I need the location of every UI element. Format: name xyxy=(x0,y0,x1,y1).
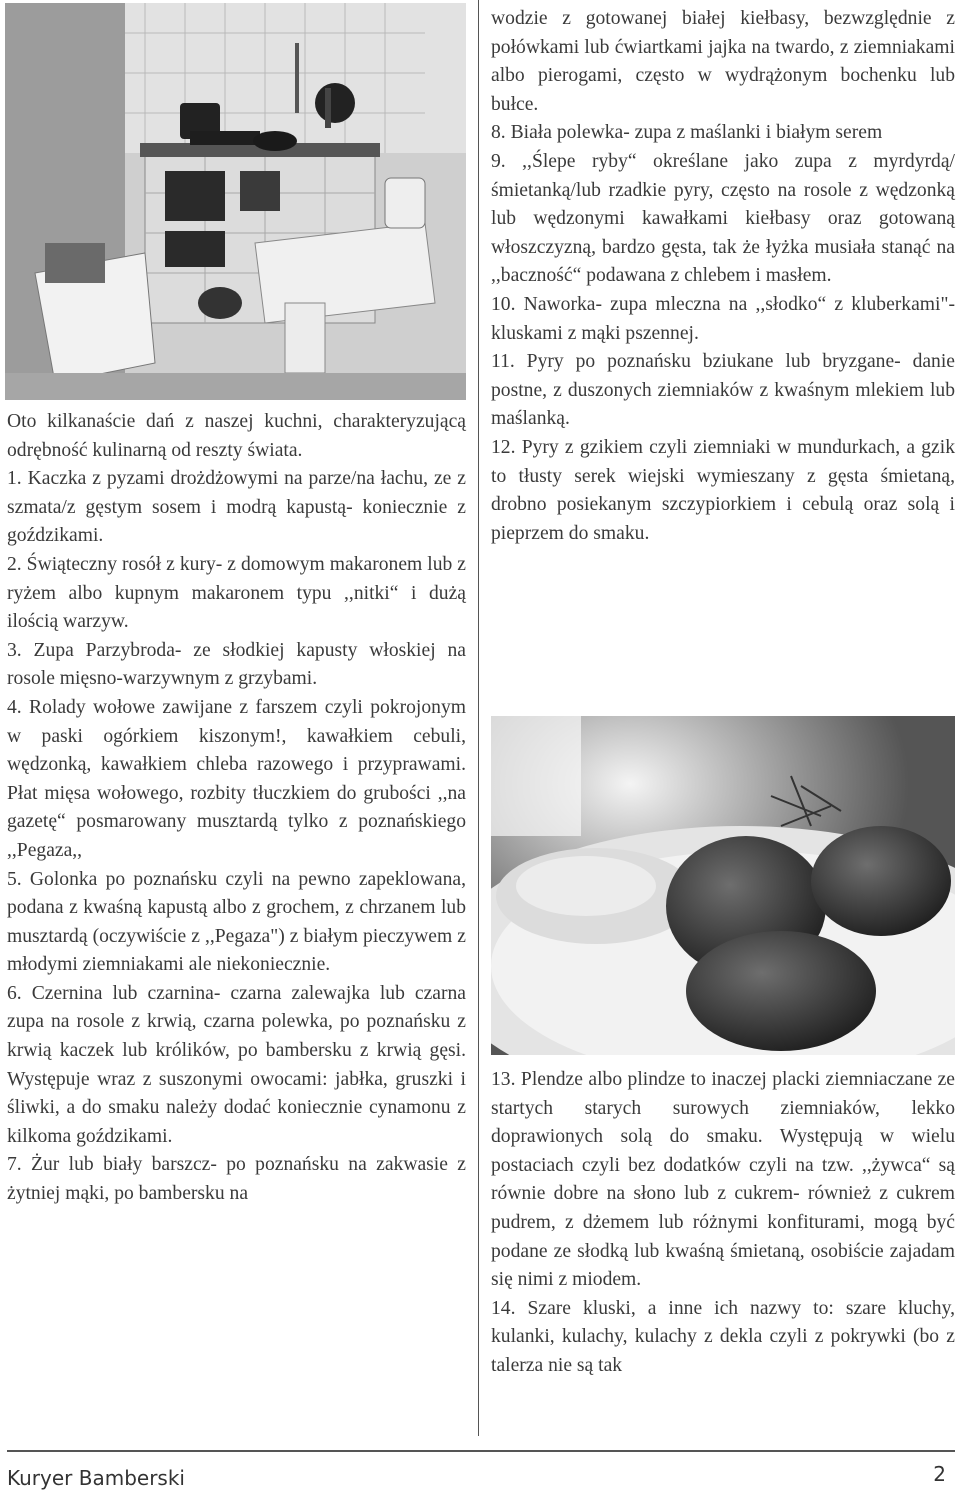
recipe-item-14: 14. Szare kluski, a inne ich nazwy to: szare kluchy, kulanki, kulachy, kulachy z dekla czyli z pokrywki (bo z talerza nie są tak xyxy=(491,1297,955,1376)
recipe-item-11: 11. Pyry po poznańsku bziukane lub bryzgane- danie postne, z duszonych ziemniaków z kwaśnym mlekiem lub maślanką. xyxy=(491,351,955,430)
left-column xyxy=(7,408,466,1209)
recipe-item-7: 7. Żur lub biały barszcz- po poznańsku na zakwasie z żytniej mąki, po bambersku na xyxy=(7,1154,466,1205)
right-column-top xyxy=(491,5,955,548)
recipe-item-10: 10. Naworka- zupa mleczna na ,,słodko“ z kluberkami"-kluskami z mąki pszennej. xyxy=(491,293,955,344)
recipe-item-3: 3. Zupa Parzybroda- ze słodkiej kapusty włoskiej na rosole mięsno-warzywnym z grzybami. xyxy=(7,639,466,690)
recipe-item-9: 9. ,,Ślepe ryby“ określane jako zupa z myrdyrdą/śmietanką/lub rzadkie pyry, często na rosole z wędzonką lub wędzonymi kawałkami kiełbasy oraz gotowaną włoszczyzną, bardzo gęsta, tak że łyżka musiała stanąć na ,,baczność“ podawana z chlebem i masłem. xyxy=(491,150,955,287)
recipe-item-5: 5. Golonka po poznańsku czyli na pewno zapeklowana, podana z kwaśną kapustą albo z grochem, z chrzanem lub musztardą (oczywiście z ,,Pegaza") z białym pieczywem z młodymi ziemniakami ale niekoniecznie. xyxy=(7,868,466,976)
recipe-item-12: 12. Pyry z gzikiem czyli ziemniaki w mundurkach, a gzik to tłusty serek wiejski wymieszany z gęsta śmietaną, drobno posiekanym szczypiorkiem i cebulą oraz solą i pieprzem do smaku. xyxy=(491,436,955,544)
recipe-item-7-continued: wodzie z gotowanej białej kiełbasy, bezwzględnie z połówkami lub ćwiartkami jajka na twardo, z ziemniakami albo pierogami, często w wydrążonym bochenku lub bułce. xyxy=(491,8,955,115)
dish-illustration xyxy=(491,716,955,1055)
stove-illustration xyxy=(5,3,466,400)
recipe-item-2: 2. Świąteczny rosół z kury- z domowym makaronem lub z ryżem albo kupnym makaronem typu ,,nitki“ i dużą ilością warzyw. xyxy=(7,553,466,633)
recipe-item-6: 6. Czernina lub czarnina- czarna zalewajka lub czarna zupa na rosole z krwią, czarna polewka, po poznańsku z krwią kaczek lub królików, po bambersku z krwią gęsi. Występuje wraz z suszonymi owocami: jabłka, gruszki i śliwki, a do smaku należy dodać koniecznie cynamonu z kilkoma goździkami. xyxy=(7,982,466,1147)
intro-paragraph: Oto kilkanaście dań z naszej kuchni, charakteryzującą odrębność kulinarną od reszty świata. xyxy=(7,411,466,461)
recipe-item-13: 13. Plendze albo plindze to inaczej placki ziemniaczane ze startych starych surowych ziemniaków, lekko doprawionych solą do smaku. Występują w wielu postaciach czyli bez dodatków czyli na tzw. ,,żywca“ są równie dobre na słono lub z cukrem- również z cukrem pudrem, z dżemem lub różnymi konfiturami, mogą być podane ze słodką lub kwaśną śmietaną, osobiście zajadam się nimi z miodem. xyxy=(491,1069,955,1291)
right-column-bottom xyxy=(491,1066,955,1381)
footer-title: Kuryer Bamberski xyxy=(7,1466,185,1490)
recipe-item-1: 1. Kaczka z pyzami drożdżowymi na parze/na łachu, ze z szmata/z gęstym sosem i modrą kapustą- koniecznie z goździkami. xyxy=(7,468,466,547)
recipe-item-8: 8. Biała polewka- zupa z maślanki i białym serem xyxy=(491,122,883,144)
column-divider xyxy=(478,0,479,1436)
recipe-item-4: 4. Rolady wołowe zawijane z farszem czyli pokrojonym w paski ogórkiem kiszonym!, kawałkiem cebuli, wędzonką, kawałkiem chleba razowego i przyprawami. Płat mięsa wołowego, rozbity tłuczkiem do grubości ,,na gazetę“ posmarowany musztardą tylko z poznańskiego ,,Pegaza,, xyxy=(7,696,466,861)
footer-rule xyxy=(7,1450,955,1452)
page-number: 2 xyxy=(933,1462,946,1486)
stove-photo xyxy=(5,3,466,400)
dish-photo xyxy=(491,716,955,1055)
